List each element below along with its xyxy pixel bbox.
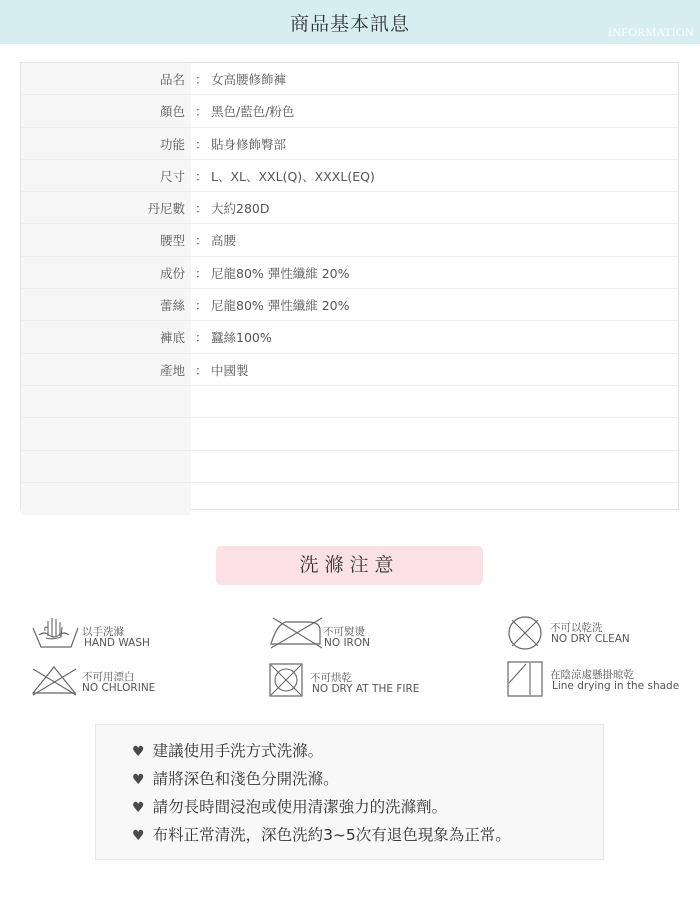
info-row	[21, 160, 678, 192]
info-label: 顏色	[159, 104, 185, 120]
info-colon: ：	[195, 168, 208, 184]
care-symbol-cn: 在陰涼處懸掛晾乾	[550, 669, 634, 681]
info-header-title: 商品基本訊息	[289, 13, 410, 35]
info-label: 產地	[159, 362, 185, 378]
care-symbol-en: NO DRY AT THE FIRE	[312, 683, 420, 695]
info-value: L、XL、XXL(Q)、XXXL(EQ)	[211, 168, 375, 184]
heart-icon: ♥	[132, 800, 145, 816]
care-note	[132, 767, 339, 789]
info-value: 黑色/藍色/粉色	[211, 104, 295, 120]
care-notes-box	[95, 724, 604, 860]
info-label: 尺寸	[159, 168, 185, 184]
care-symbol-en: NO IRON	[324, 637, 370, 649]
info-value: 高腰	[211, 233, 237, 249]
info-value: 尼龍80% 彈性纖維 20%	[211, 265, 350, 281]
no-bleach-icon	[30, 664, 78, 696]
care-symbol-no-dry-clean	[506, 614, 686, 652]
info-header-subtitle: INFORMATION	[608, 25, 694, 39]
info-row-empty	[21, 483, 678, 515]
info-row-empty	[21, 386, 678, 418]
wash-care-title: 洗滌注意	[216, 546, 483, 585]
product-info-table	[20, 62, 679, 510]
info-colon: ：	[195, 201, 208, 217]
info-colon: ：	[195, 233, 208, 249]
no-dry-clean-icon	[506, 614, 544, 652]
info-row-empty	[21, 451, 678, 483]
info-row	[21, 128, 678, 160]
care-note-text: 布料正常清洗，深色洗約3~5次有退色現象為正常。	[152, 826, 511, 844]
care-symbol-en: Line drying in the shade	[552, 680, 680, 692]
info-colon: ：	[195, 298, 208, 314]
info-colon: ：	[195, 362, 208, 378]
care-symbol-no-tumble-dry	[268, 662, 448, 698]
no-tumble-dry-icon	[268, 662, 304, 698]
info-label: 蕾絲	[159, 298, 185, 314]
info-colon: ：	[195, 72, 208, 87]
info-colon: ：	[195, 330, 208, 346]
info-value: 蠶絲100%	[211, 330, 272, 346]
info-label: 品名	[159, 72, 185, 87]
care-note	[132, 795, 447, 817]
care-symbol-cn: 不可用漂白	[82, 671, 135, 683]
info-row	[21, 354, 678, 386]
info-label: 褲底	[159, 330, 185, 346]
info-value: 大約280D	[211, 201, 270, 217]
info-row	[21, 321, 678, 353]
info-row-empty	[21, 418, 678, 450]
info-value: 女高腰修飾褲	[211, 72, 287, 87]
care-symbol-cn: 以手洗滌	[82, 626, 124, 638]
info-header	[0, 0, 700, 44]
care-note	[132, 823, 511, 845]
info-row	[21, 257, 678, 289]
info-row	[21, 95, 678, 127]
info-label: 成份	[159, 265, 185, 281]
info-colon: ：	[195, 104, 208, 120]
heart-icon: ♥	[132, 744, 145, 760]
info-label: 丹尼數	[147, 201, 185, 217]
info-value: 尼龍80% 彈性纖維 20%	[211, 298, 350, 314]
care-symbol-en: NO CHLORINE	[82, 682, 156, 694]
hand-wash-icon	[30, 612, 80, 652]
info-row	[21, 289, 678, 321]
info-value: 中國製	[211, 362, 249, 378]
info-row	[21, 63, 678, 95]
info-row	[21, 192, 678, 224]
info-label: 腰型	[159, 233, 185, 249]
heart-icon: ♥	[132, 772, 145, 788]
info-value: 貼身修飾臀部	[211, 136, 287, 152]
care-symbol-cn: 不可熨燙	[323, 626, 365, 638]
care-note-text: 建議使用手洗方式洗滌。	[152, 742, 324, 760]
care-symbol-en: NO DRY CLEAN	[551, 633, 630, 645]
care-note-text: 請勿長時間浸泡或使用清潔強力的洗滌劑。	[152, 798, 448, 816]
info-colon: ：	[195, 136, 208, 152]
info-row	[21, 224, 678, 256]
care-symbol-hand-wash	[30, 612, 210, 652]
care-note	[132, 739, 323, 761]
care-symbol-cn: 不可以乾洗	[550, 622, 603, 634]
heart-icon: ♥	[132, 828, 145, 844]
care-note-text: 請將深色和淺色分開洗滌。	[152, 770, 339, 788]
care-symbol-cn: 不可烘乾	[310, 672, 352, 684]
care-symbol-line-dry-shade	[506, 660, 686, 698]
care-symbol-en: HAND WASH	[84, 637, 150, 649]
care-symbol-no-bleach	[30, 664, 210, 698]
info-label: 功能	[159, 136, 185, 152]
care-symbol-no-iron	[268, 616, 448, 652]
info-colon: ：	[195, 265, 208, 281]
line-dry-shade-icon	[506, 660, 544, 698]
no-iron-icon	[268, 616, 324, 650]
